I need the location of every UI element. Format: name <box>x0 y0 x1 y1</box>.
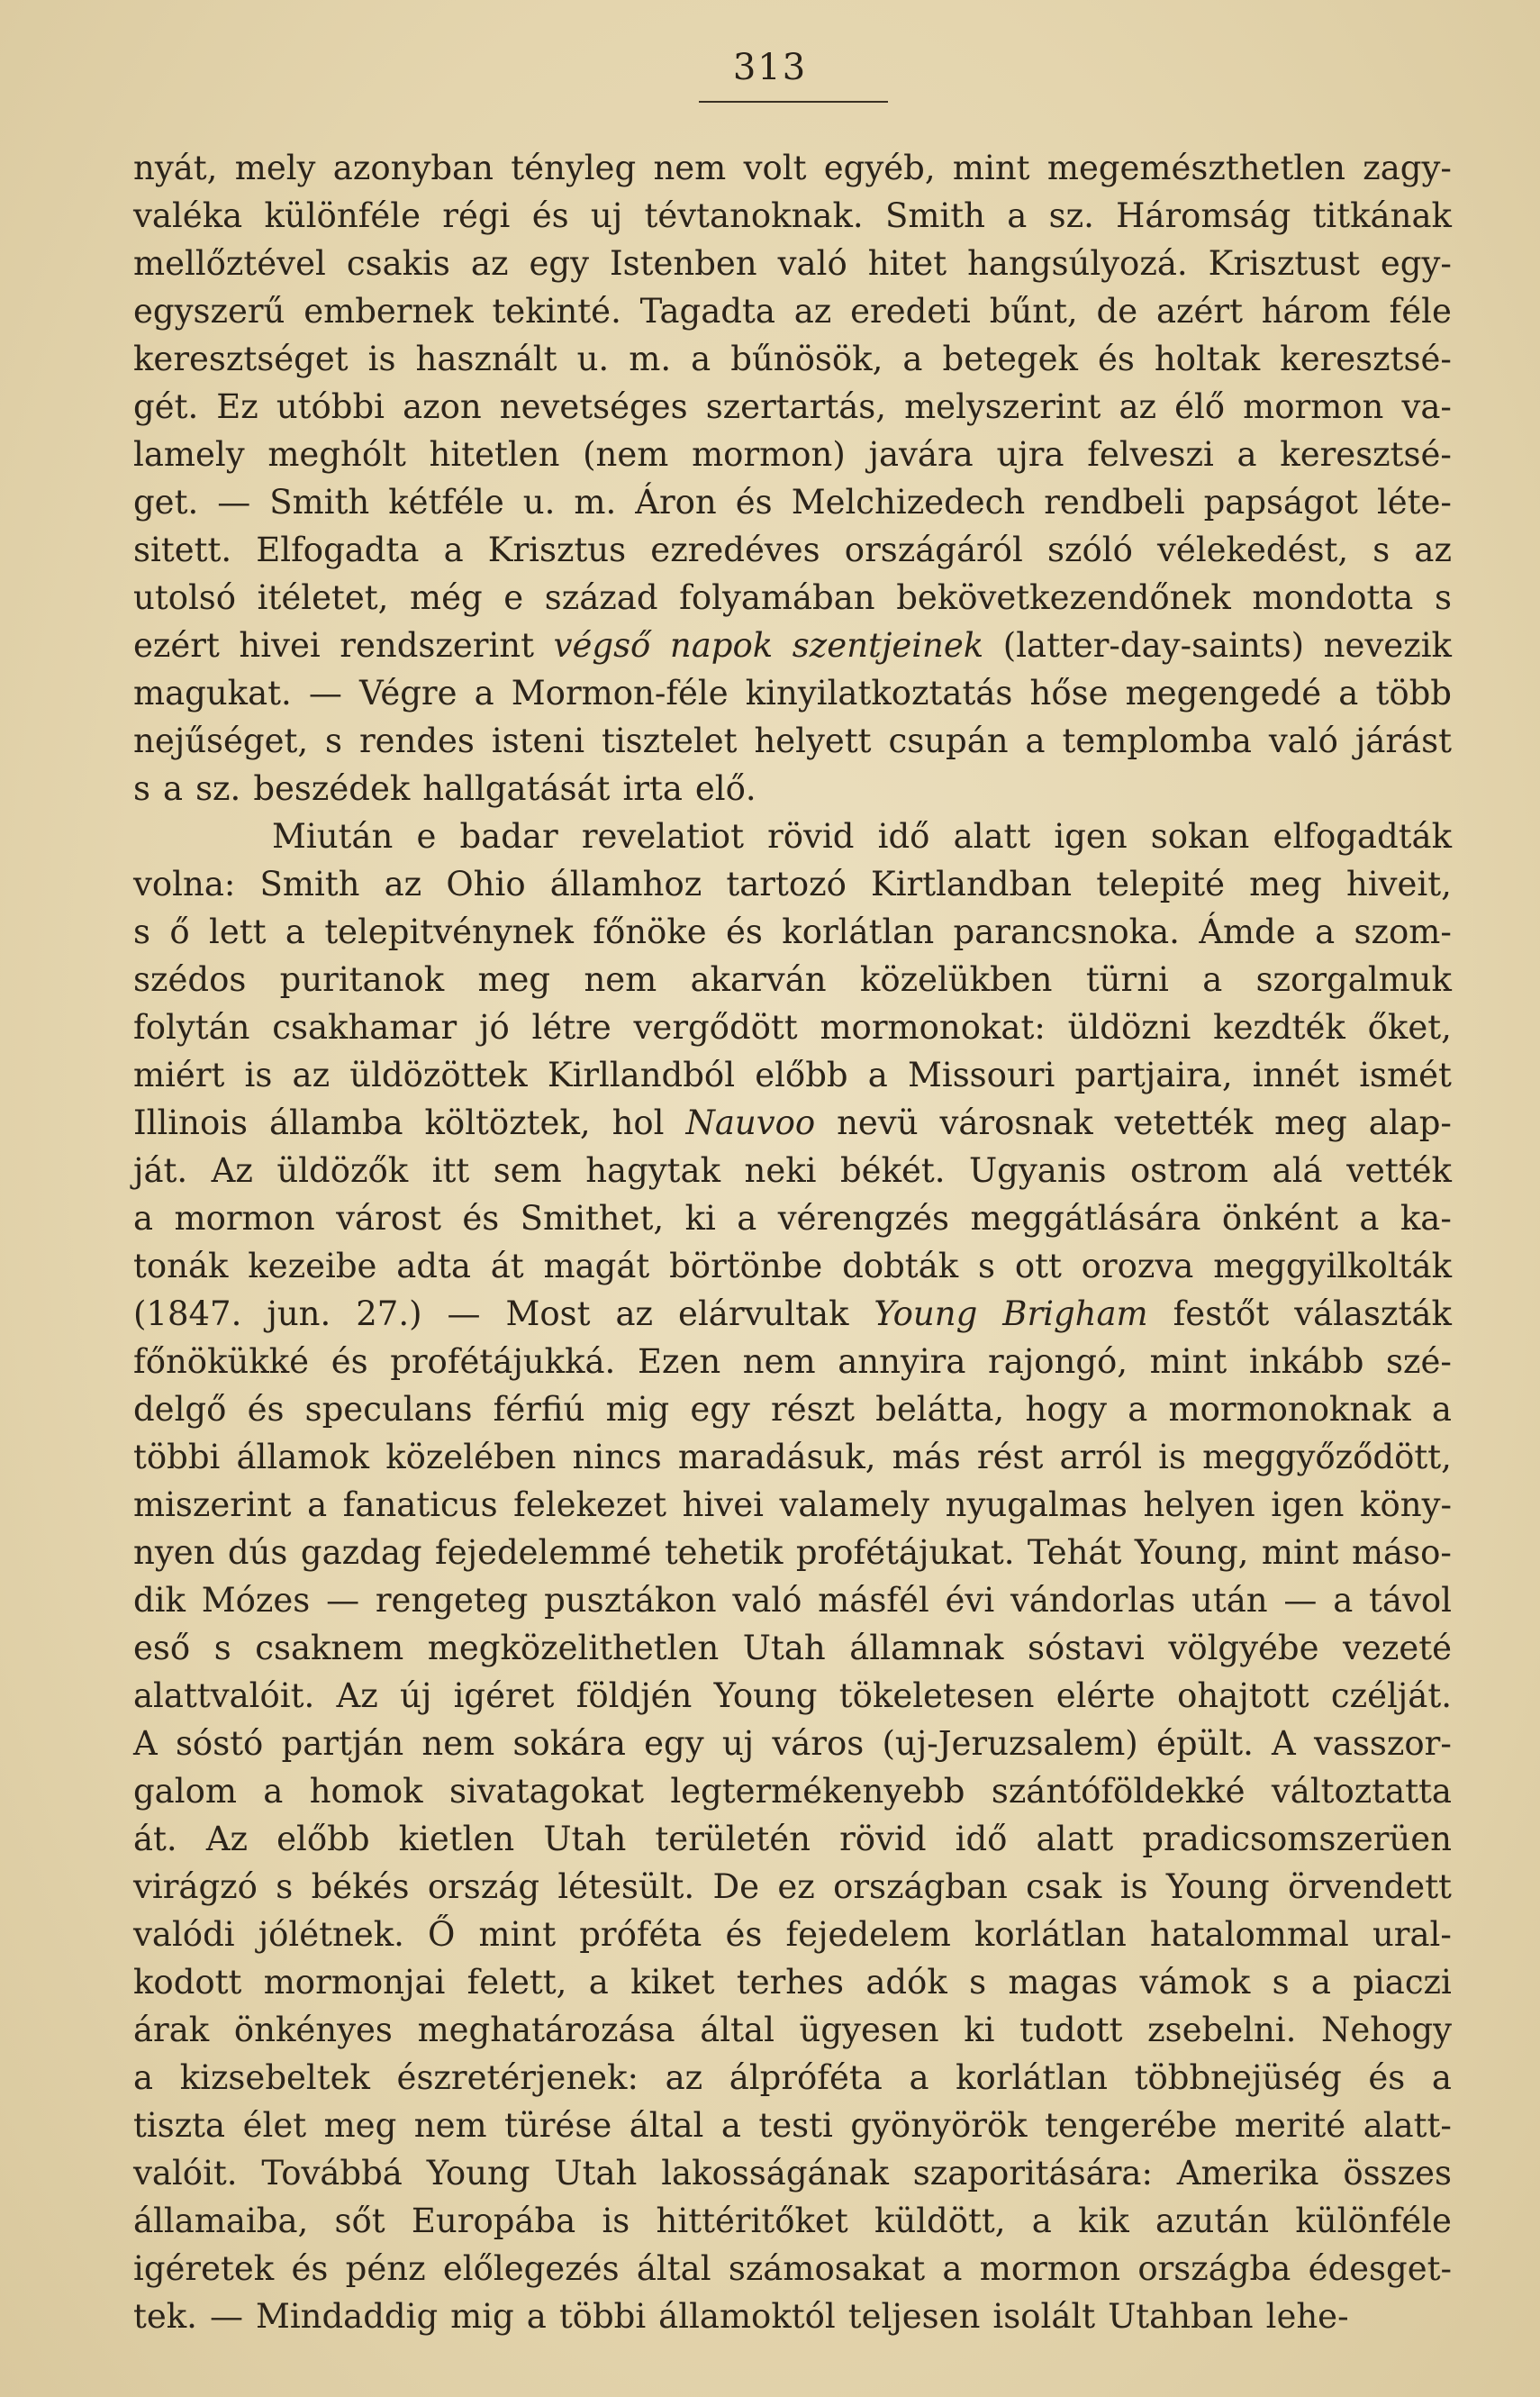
text-line: get. — Smith kétféle u. m. Áron és Melchizedech rendbeli papságot léte- <box>133 483 1452 522</box>
text-line: miszerint a fanaticus felekezet hivei valamely nyugalmas helyen igen köny- <box>133 1485 1452 1524</box>
text-line: többi államok közelében nincs maradásuk, más rést arról is meggyőződött, <box>133 1438 1452 1476</box>
text-line: sitett. Elfogadta a Krisztus ezredéves országáról szóló vélekedést, s az <box>133 531 1452 569</box>
text-line: mellőztével csakis az egy Istenben való hitet hangsúlyozá. Krisztust egy- <box>133 244 1452 283</box>
text-line: dik Mózes — rengeteg pusztákon való másfél évi vándorlas után — a távol <box>133 1581 1452 1620</box>
text-line: tek. — Mindaddig mig a többi államoktól teljesen isolált Utahban lehe- <box>133 2297 1349 2336</box>
text-line: s a sz. beszédek hallgatását irta elő. <box>133 769 756 808</box>
text-line: ját. Az üldözők itt sem hagytak neki békét. Ugyanis ostrom alá vették <box>133 1151 1452 1190</box>
text-line: A sóstó partján nem sokára egy uj város (uj-Jeruzsalem) épült. A vasszor- <box>133 1724 1452 1763</box>
text-line: magukat. — Végre a Mormon-féle kinyilatkoztatás hőse megengedé a több <box>133 674 1452 713</box>
text-line: valóit. Továbbá Young Utah lakosságának szaporitására: Amerika összes <box>133 2154 1452 2193</box>
body-text <box>133 144 1452 2340</box>
text-line: galom a homok sivatagokat legtermékenyebb szántóföldekké változtatta <box>133 1772 1452 1811</box>
text-line: lamely meghólt hitetlen (nem mormon) javára ujra felveszi a keresztsé- <box>133 435 1452 474</box>
text-line: árak önkényes meghatározása által ügyesen ki tudott zsebelni. Nehogy <box>133 2011 1452 2049</box>
text-line: a kizsebeltek észretérjenek: az álpróféta a korlátlan többnejüség és a <box>133 2058 1452 2097</box>
text-line: nyát, mely azonyban tényleg nem volt egyéb, mint megemészthetlen zagy- <box>133 149 1452 187</box>
text-line: (1847. jun. 27.) — Most az elárvultak Young Brigham festőt választák <box>133 1294 1452 1333</box>
text-line: alattvalóit. Az új igéret földjén Young tökeletesen elérte ohajtott czélját. <box>133 1676 1452 1715</box>
text-line: főnökükké és profétájukká. Ezen nem annyira rajongó, mint inkább szé- <box>133 1342 1452 1381</box>
text-line: igéretek és pénz előlegezés által számosakat a mormon országba édesget- <box>133 2249 1452 2288</box>
text-line: tiszta élet meg nem türése által a testi gyönyörök tengerébe merité alatt- <box>133 2106 1452 2145</box>
text-line: eső s csaknem megközelithetlen Utah államnak sóstavi völgyébe vezeté <box>133 1629 1452 1667</box>
text-line: valéka különféle régi és uj tévtanoknak. Smith a sz. Háromság titkának <box>133 196 1452 235</box>
text-line: delgő és speculans férfiú mig egy részt belátta, hogy a mormonoknak a <box>133 1390 1452 1429</box>
text-line: utolsó itéletet, még e század folyamában bekövetkezendőnek mondotta s <box>133 578 1452 617</box>
text-line: szédos puritanok meg nem akarván közelükben türni a szorgalmuk <box>133 960 1452 999</box>
text-line: egyszerű embernek tekinté. Tagadta az eredeti bűnt, de azért három féle <box>133 292 1452 331</box>
text-line: s ő lett a telepitvénynek főnöke és korlátlan parancsnoka. Ámde a szom- <box>133 912 1452 951</box>
text-line: volna: Smith az Ohio államhoz tartozó Kirtlandban telepité meg hiveit, <box>133 865 1452 903</box>
header-rule <box>699 101 888 103</box>
text-line: valódi jólétnek. Ő mint próféta és fejedelem korlátlan hatalommal ural- <box>133 1915 1452 1954</box>
text-line: gét. Ez utóbbi azon nevetséges szertartás, melyszerint az élő mormon va- <box>133 387 1452 426</box>
text-line: keresztséget is használt u. m. a bűnösök, a betegek és holtak keresztsé- <box>133 340 1452 378</box>
text-line: át. Az előbb kietlen Utah területén rövid idő alatt pradicsomszerüen <box>133 1820 1452 1858</box>
text-line: nyen dús gazdag fejedelemmé tehetik profétájukat. Tehát Young, mint máso- <box>133 1533 1452 1572</box>
text-line: miért is az üldözöttek Kirllandból előbb a Missouri partjaira, innét ismét <box>133 1056 1452 1094</box>
text-line: nejűséget, s rendes isteni tisztelet helyett csupán a templomba való járást <box>133 722 1452 760</box>
text-line: Illinois államba költöztek, hol Nauvoo nevü városnak vetették meg alap- <box>133 1103 1452 1142</box>
text-line: államaiba, sőt Europába is hittéritőket küldött, a kik azután különféle <box>133 2202 1452 2240</box>
text-line: a mormon várost és Smithet, ki a vérengzés meggátlására önként a ka- <box>133 1199 1452 1238</box>
text-line: tonák kezeibe adta át magát börtönbe dobták s ott orozva meggyilkolták <box>133 1247 1452 1285</box>
text-line: virágzó s békés ország létesült. De ez országban csak is Young örvendett <box>133 1867 1452 1906</box>
page-number: 313 <box>732 47 808 88</box>
text-line: ezért hivei rendszerint végső napok szentjeinek (latter-day-saints) nevezik <box>133 626 1452 665</box>
text-line: Miután e badar revelatiot rövid idő alatt igen sokan elfogadták <box>272 817 1452 856</box>
text-line: folytán csakhamar jó létre vergődött mormonokat: üldözni kezdték őket, <box>133 1008 1452 1047</box>
text-line: kodott mormonjai felett, a kiket terhes adók s magas vámok s a piaczi <box>133 1963 1452 2002</box>
